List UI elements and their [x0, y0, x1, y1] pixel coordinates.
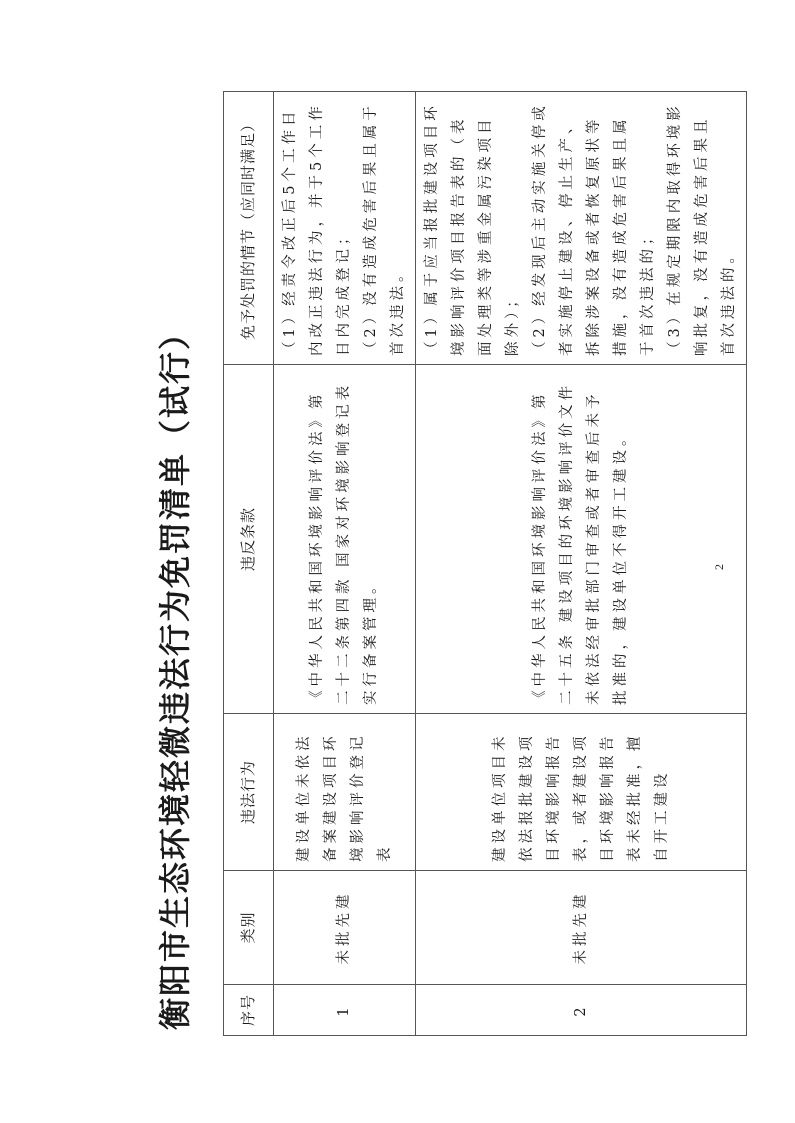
cell-conditions — [416, 92, 747, 365]
cell-category: 未批先建 — [416, 871, 747, 985]
condition-item: （2）经发现后主动实施关停或者实施停止建设、停止生产、拆除涉案设备或者恢复原状等措施，没有造成危害后果且属于首次违法的； — [532, 102, 656, 356]
header-conditions: 免予处罚的情节（应同时满足） — [224, 92, 274, 365]
document-title: 衡阳市生态环境轻微违法行为免罚清单（试行） — [156, 315, 194, 1030]
cell-clause: 《中华人民共和国环境影响评价法》第二十二条第四款 国家对环境影响登记表实行备案管理。 — [274, 365, 416, 714]
condition-item: （1）属于应当报批建设项目环境影响评价项目报告表的（表面处理类等涉重金属污染项目除外）； — [424, 102, 521, 356]
cell-act: 建设单位项目未依法报批建设项目环境影响报告表，或者建设项目环境影响报告表未经批准，擅自开工建设 — [416, 714, 747, 871]
condition-item: （2）没有造成危害后果且属于首次违法。 — [363, 102, 406, 356]
cell-conditions — [274, 92, 416, 365]
table-row — [416, 92, 747, 1036]
cell-act: 建设单位未依法备案建设项目环境影响评价登记表 — [274, 714, 416, 871]
header-category: 类别 — [224, 871, 274, 985]
page-number: 2 — [712, 564, 726, 570]
header-act: 违法行为 — [224, 714, 274, 871]
cell-clause: 《中华人民共和国环境影响评价法》第二十五条 建设项目的环境影响评价文件未依法经审批部门审查或者审查后未予批准的，建设单位不得开工建设。 — [416, 365, 747, 714]
condition-item: （1）经责令改正后5个工作日内改正违法行为，并于5个工作日内完成登记； — [282, 102, 352, 356]
table-header-row — [224, 92, 274, 1036]
table-row — [274, 92, 416, 1036]
header-clause: 违反条款 — [224, 365, 274, 714]
cell-category: 未批先建 — [274, 871, 416, 985]
cell-seq: 1 — [274, 985, 416, 1036]
header-seq: 序号 — [224, 985, 274, 1036]
penalty-exemption-table — [223, 92, 737, 1036]
cell-seq: 2 — [416, 985, 747, 1036]
condition-item: （3）在规定期限内取得环境影响批复，没有造成危害后果且首次违法的。 — [667, 102, 737, 356]
